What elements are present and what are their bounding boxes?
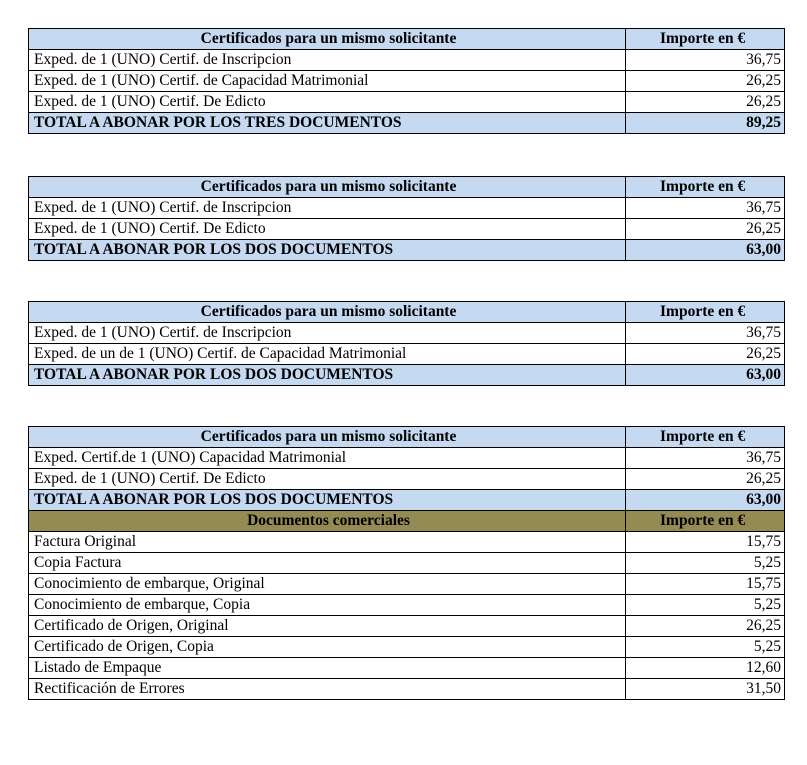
total-row: [29, 365, 785, 386]
row-label: Exped. de 1 (UNO) Certif. de Capacidad Matrimonial: [29, 71, 626, 92]
row-amount: 26,25: [626, 92, 785, 113]
row-label: Exped. de 1 (UNO) Certif. De Edicto: [29, 469, 626, 490]
fee-table-2: [28, 176, 785, 261]
row-label: Rectificación de Errores: [29, 679, 626, 700]
column-header-amount: Importe en €: [626, 302, 785, 323]
column-header-amount: Importe en €: [626, 427, 785, 448]
table-row: [29, 344, 785, 365]
table-row: [29, 323, 785, 344]
table-row: [29, 50, 785, 71]
row-label: Conocimiento de embarque, Original: [29, 574, 626, 595]
commercial-header-amount: Importe en €: [626, 511, 785, 532]
row-amount: 26,25: [626, 219, 785, 240]
row-label: Copia Factura: [29, 553, 626, 574]
total-amount: 63,00: [626, 365, 785, 386]
row-amount: 26,25: [626, 616, 785, 637]
table-row: [29, 574, 785, 595]
row-amount: 36,75: [626, 198, 785, 219]
column-header-concept: Certificados para un mismo solicitante: [29, 427, 626, 448]
row-amount: 5,25: [626, 637, 785, 658]
commercial-header-concept: Documentos comerciales: [29, 511, 626, 532]
total-label: TOTAL A ABONAR POR LOS DOS DOCUMENTOS: [29, 240, 626, 261]
row-label: Factura Original: [29, 532, 626, 553]
total-amount: 63,00: [626, 240, 785, 261]
row-label: Exped. de 1 (UNO) Certif. De Edicto: [29, 219, 626, 240]
row-amount: 15,75: [626, 574, 785, 595]
row-amount: 15,75: [626, 532, 785, 553]
row-amount: 26,25: [626, 469, 785, 490]
table-row: [29, 595, 785, 616]
total-row: [29, 113, 785, 134]
row-amount: 5,25: [626, 553, 785, 574]
row-label: Certificado de Origen, Copia: [29, 637, 626, 658]
row-amount: 36,75: [626, 50, 785, 71]
table-row: [29, 637, 785, 658]
row-amount: 5,25: [626, 595, 785, 616]
row-amount: 26,25: [626, 71, 785, 92]
row-label: Exped. de 1 (UNO) Certif. De Edicto: [29, 92, 626, 113]
row-amount: 26,25: [626, 344, 785, 365]
fee-table-3: [28, 301, 785, 386]
table-row: [29, 616, 785, 637]
row-label: Exped. de 1 (UNO) Certif. de Inscripcion: [29, 50, 626, 71]
column-header-concept: Certificados para un mismo solicitante: [29, 29, 626, 50]
total-label: TOTAL A ABONAR POR LOS TRES DOCUMENTOS: [29, 113, 626, 134]
row-label: Certificado de Origen, Original: [29, 616, 626, 637]
total-amount: 63,00: [626, 490, 785, 511]
column-header-concept: Certificados para un mismo solicitante: [29, 302, 626, 323]
table-row: [29, 198, 785, 219]
table-row: [29, 532, 785, 553]
table-row: [29, 658, 785, 679]
row-label: Exped. de 1 (UNO) Certif. de Inscripcion: [29, 198, 626, 219]
table-row: [29, 219, 785, 240]
total-row: [29, 240, 785, 261]
total-row: [29, 490, 785, 511]
fee-table-4: [28, 426, 785, 700]
table-row: [29, 469, 785, 490]
row-amount: 36,75: [626, 448, 785, 469]
row-label: Listado de Empaque: [29, 658, 626, 679]
row-label: Conocimiento de embarque, Copia: [29, 595, 626, 616]
column-header-amount: Importe en €: [626, 29, 785, 50]
table-row: [29, 679, 785, 700]
table-row: [29, 92, 785, 113]
table-header-row: [29, 302, 785, 323]
table-row: [29, 553, 785, 574]
row-label: Exped. de 1 (UNO) Certif. de Inscripcion: [29, 323, 626, 344]
table-row: [29, 448, 785, 469]
commercial-header-row: [29, 511, 785, 532]
row-label: Exped. Certif.de 1 (UNO) Capacidad Matrimonial: [29, 448, 626, 469]
total-amount: 89,25: [626, 113, 785, 134]
table-header-row: [29, 427, 785, 448]
table-header-row: [29, 29, 785, 50]
total-label: TOTAL A ABONAR POR LOS DOS DOCUMENTOS: [29, 365, 626, 386]
table-row: [29, 71, 785, 92]
row-amount: 36,75: [626, 323, 785, 344]
total-label: TOTAL A ABONAR POR LOS DOS DOCUMENTOS: [29, 490, 626, 511]
row-amount: 12,60: [626, 658, 785, 679]
column-header-amount: Importe en €: [626, 177, 785, 198]
fee-table-1: [28, 28, 785, 134]
row-label: Exped. de un de 1 (UNO) Certif. de Capacidad Matrimonial: [29, 344, 626, 365]
column-header-concept: Certificados para un mismo solicitante: [29, 177, 626, 198]
row-amount: 31,50: [626, 679, 785, 700]
table-header-row: [29, 177, 785, 198]
